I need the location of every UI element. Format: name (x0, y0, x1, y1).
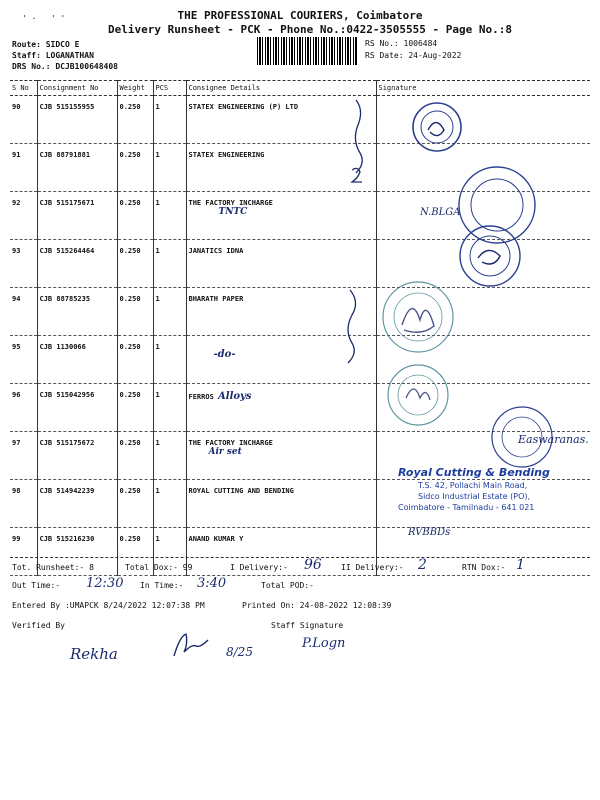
ii-delivery-label: II Delivery:- (341, 563, 404, 572)
pcs-cell: 1 (153, 384, 186, 432)
weight-cell: 0.250 (117, 240, 153, 288)
weight-cell: 0.250 (117, 336, 153, 384)
sno-cell: 95 (10, 336, 37, 384)
company-stamp (459, 167, 535, 243)
weight-cell: 0.250 (117, 192, 153, 240)
consignee-name: ROYAL CUTTING AND BENDING (188, 487, 294, 495)
consignee-name: JANATICS IDNA (188, 247, 244, 255)
out-time-label: Out Time:- (12, 581, 61, 590)
handwritten-signature: N.BLGA (420, 207, 461, 218)
col-weight: Weight (117, 81, 153, 96)
consignment-cell: CJB 88791881 (37, 144, 117, 192)
pcs-cell: 1 (153, 336, 186, 384)
rs-number: RS No.: 1006484 (365, 39, 438, 48)
number-two-mark (352, 168, 362, 182)
consignee-name: FERROS (188, 393, 214, 401)
consignment-cell: CJB 515216230 (37, 528, 117, 576)
sno-cell: 99 (10, 528, 37, 576)
consignment-cell: CJB 515155955 (37, 96, 117, 144)
consignment-cell: CJB 515175671 (37, 192, 117, 240)
consignment-cell: CJB 1130066 (37, 336, 117, 384)
royal-stamp-address: T.S. 42, Pollachi Main Road, (418, 481, 528, 490)
col-sno: S No (10, 81, 37, 96)
consignment-cell: CJB 88785235 (37, 288, 117, 336)
sno-cell: 92 (10, 192, 37, 240)
weight-cell: 0.250 (117, 528, 153, 576)
company-stamp (413, 103, 461, 151)
in-time-value: 3:40 (197, 576, 227, 591)
consignee-name: ANAND KUMAR Y (188, 535, 244, 543)
total-dox: Total Dox:- 99 (125, 563, 193, 572)
sno-cell: 94 (10, 288, 37, 336)
consignment-cell: CJB 514942239 (37, 480, 117, 528)
consignee-name: STATEX ENGINEERING (P) LTD (188, 103, 299, 111)
rs-date: RS Date: 24-Aug-2022 (365, 51, 462, 60)
total-runsheet: Tot. Runsheet:- 8 (12, 563, 94, 572)
col-pcs: PCS (153, 81, 186, 96)
runsheet-subtitle: Delivery Runsheet - PCK - Phone No.:0422-3505555 - Page No.:8 (108, 23, 512, 36)
route-label: Route: SIDCO E (12, 40, 80, 49)
sno-cell: 90 (10, 96, 37, 144)
handwritten-signature: RVBBDs (408, 527, 451, 538)
i-delivery-value: 96 (304, 557, 322, 573)
weight-cell: 0.250 (117, 144, 153, 192)
divider (10, 557, 590, 558)
pcs-cell: 1 (153, 240, 186, 288)
sno-cell: 91 (10, 144, 37, 192)
rtn-dox-label: RTN Dox:- (462, 563, 506, 572)
weight-cell: 0.250 (117, 432, 153, 480)
ii-delivery-value: 2 (418, 557, 427, 573)
verified-by: Verified By (12, 621, 65, 630)
royal-stamp-address: Coimbatore - Tamilnadu - 641 021 (398, 503, 535, 512)
rtn-dox-value: 1 (516, 557, 525, 573)
consignee-handnote: TNTC (218, 207, 248, 217)
bracket-mark (355, 100, 362, 173)
staff-signature-label: Staff Signature (271, 621, 344, 630)
consignee-handnote: -do- (213, 349, 236, 360)
consignee-handnote: Alloys (218, 391, 252, 402)
company-stamp (460, 226, 520, 286)
consignment-cell: CJB 515264464 (37, 240, 117, 288)
sno-cell: 97 (10, 432, 37, 480)
consignee-name: STATEX ENGINEERING (188, 151, 265, 159)
col-consignment: Consignment No (37, 81, 117, 96)
col-consignee: Consignee Details (186, 81, 376, 96)
weight-cell: 0.250 (117, 96, 153, 144)
royal-stamp-address: Sidco Industrial Estate (PO), (418, 492, 531, 501)
pcs-cell: 1 (153, 192, 186, 240)
company-stamp (383, 282, 453, 352)
consignee-name: THE FACTORY INCHARGE (188, 439, 273, 447)
printed-on: Printed On: 24-08-2022 12:08:39 (242, 601, 392, 610)
in-time-label: In Time:- (140, 581, 184, 590)
sno-cell: 93 (10, 240, 37, 288)
initial-signature (170, 630, 215, 660)
entered-by: Entered By :UMAPCK 8/24/2022 12:07:38 PM (12, 601, 205, 610)
out-time-value: 12:30 (86, 576, 124, 591)
staff-signature: P.Logn (302, 636, 346, 651)
weight-cell: 0.250 (117, 288, 153, 336)
sno-cell: 98 (10, 480, 37, 528)
consignee-handnote: Air set (208, 447, 242, 457)
consignee-name: THE FACTORY INCHARGE (188, 199, 273, 207)
handwritten-signature: Easwaranas. (518, 433, 589, 446)
sno-cell: 96 (10, 384, 37, 432)
scan-marks: ' · ' ' (22, 14, 66, 23)
company-title: THE PROFESSIONAL COURIERS, Coimbatore (177, 9, 423, 22)
weight-cell: 0.250 (117, 384, 153, 432)
pcs-cell: 1 (153, 288, 186, 336)
consignee-name: BHARATH PAPER (188, 295, 244, 303)
weight-cell: 0.250 (117, 480, 153, 528)
company-stamp (388, 365, 448, 425)
verified-signature: Rekha (70, 645, 118, 663)
pcs-cell: 1 (153, 144, 186, 192)
royal-stamp-name: Royal Cutting & Bending (398, 466, 550, 479)
pcs-cell: 1 (153, 96, 186, 144)
pcs-cell: 1 (153, 432, 186, 480)
drs-number: DRS No.: DCJB100648408 (12, 62, 118, 71)
consignment-cell: CJB 515042956 (37, 384, 117, 432)
verified-date: 8/25 (226, 645, 253, 659)
consignment-cell: CJB 515175672 (37, 432, 117, 480)
total-pod: Total POD:- (261, 581, 314, 590)
staff-label: Staff: LOGANATHAN (12, 51, 94, 60)
col-signature: Signature (376, 81, 590, 96)
i-delivery-label: I Delivery:- (230, 563, 288, 572)
bracket-mark (348, 290, 356, 363)
pcs-cell: 1 (153, 480, 186, 528)
pcs-cell: 1 (153, 528, 186, 576)
